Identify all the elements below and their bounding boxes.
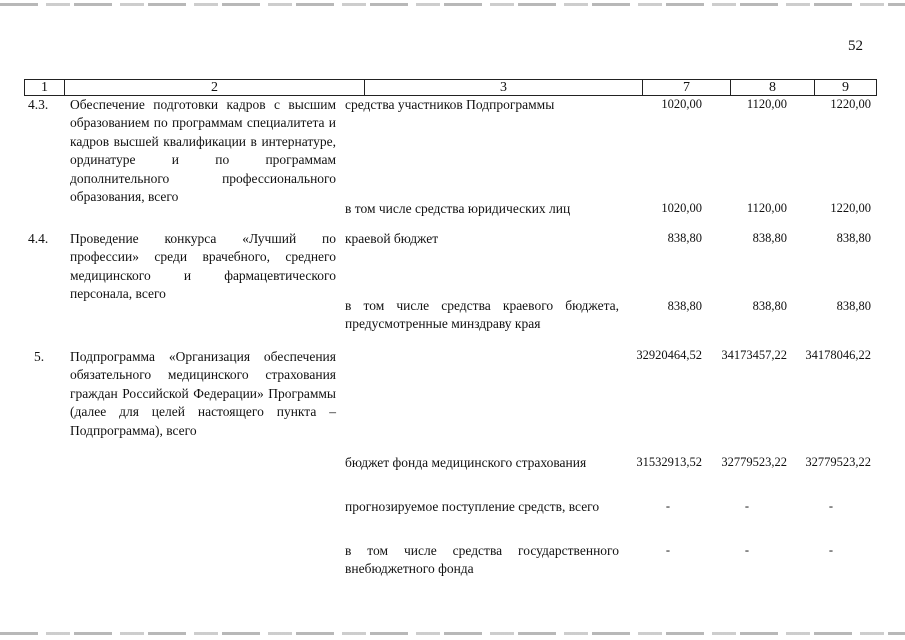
row-4-4-source-2: в том числе средства краевого бюджета, предусмотренные минздраву края: [345, 298, 619, 331]
row-5-4-value-col8: -: [744, 543, 749, 557]
page-number: 52: [848, 38, 863, 54]
header-col-2: 2: [65, 80, 365, 95]
row-5-4-value-col9: -: [828, 543, 833, 557]
row-5-source-4: в том числе средства государственного внебюджетного фонда: [345, 543, 619, 576]
header-col-9: 9: [842, 80, 849, 95]
row-5-3-value-col8: -: [744, 499, 749, 513]
row-description-4-3: Обеспечение подготовки кадров с высшим образованием по программам специалитета и кадров высшей квалификации в интернатуре, ординатуре и по программам дополнительного профессионального образования, всего: [70, 97, 336, 205]
row-5-value-col7: 32920464,52: [636, 348, 702, 362]
row-4-3-value-col7: 1020,00: [661, 97, 702, 111]
row-5-source-2: бюджет фонда медицинского страхования: [345, 455, 587, 470]
row-4-4-source-1: краевой бюджет: [345, 231, 439, 246]
row-5-2-value-col7: 31532913,52: [636, 455, 702, 469]
row-description-5: Подпрограмма «Организация обеспечения обязательного медицинского страхования граждан Российской Федерации» Программы (далее для целей настоящего пункта – Подпрограмма), всего: [70, 349, 336, 438]
row-5-source-3: прогнозируемое поступление средств, всего: [345, 499, 600, 514]
row-4-4-2-value-col9: 838,80: [836, 299, 871, 313]
row-4-3-value-col9: 1220,00: [830, 97, 871, 111]
row-5-2-value-col9: 32779523,22: [805, 455, 871, 469]
row-5-4-value-col7: -: [665, 543, 670, 557]
row-4-4-value-col8: 838,80: [752, 231, 787, 245]
header-col-3: 3: [365, 80, 643, 95]
row-5-value-col9: 34178046,22: [805, 348, 871, 362]
row-5-3-value-col9: -: [828, 499, 833, 513]
row-5-2-value-col8: 32779523,22: [721, 455, 787, 469]
row-5-3-value-col7: -: [665, 499, 670, 513]
row-4-3-value-col8: 1120,00: [746, 97, 787, 111]
scan-artifact-top: [0, 3, 905, 6]
row-number-5: 5.: [34, 349, 45, 364]
header-col-8: 8: [731, 80, 815, 95]
row-4-3-source-2: в том числе средства юридических лиц: [345, 201, 571, 216]
row-4-3-2-value-col7: 1020,00: [661, 201, 702, 215]
row-4-4-2-value-col8: 838,80: [752, 299, 787, 313]
scan-artifact-bottom: [0, 632, 905, 635]
row-5-value-col8: 34173457,22: [721, 348, 787, 362]
row-number-4-3: 4.3.: [28, 97, 49, 112]
row-4-4-value-col9: 838,80: [836, 231, 871, 245]
row-4-3-2-value-col9: 1220,00: [830, 201, 871, 215]
row-4-4-value-col7: 838,80: [667, 231, 702, 245]
row-4-3-source-1: средства участников Подпрограммы: [345, 97, 555, 112]
header-col-1: 1: [25, 80, 65, 95]
row-number-4-4: 4.4.: [28, 231, 49, 246]
row-4-3-2-value-col8: 1120,00: [746, 201, 787, 215]
table-header-row: [24, 79, 877, 96]
row-4-4-2-value-col7: 838,80: [667, 299, 702, 313]
header-col-7: 7: [643, 80, 731, 95]
row-description-4-4: Проведение конкурса «Лучший по профессии» среди врачебного, среднего медицинского и фармацевтического персонала, всего: [70, 231, 336, 302]
